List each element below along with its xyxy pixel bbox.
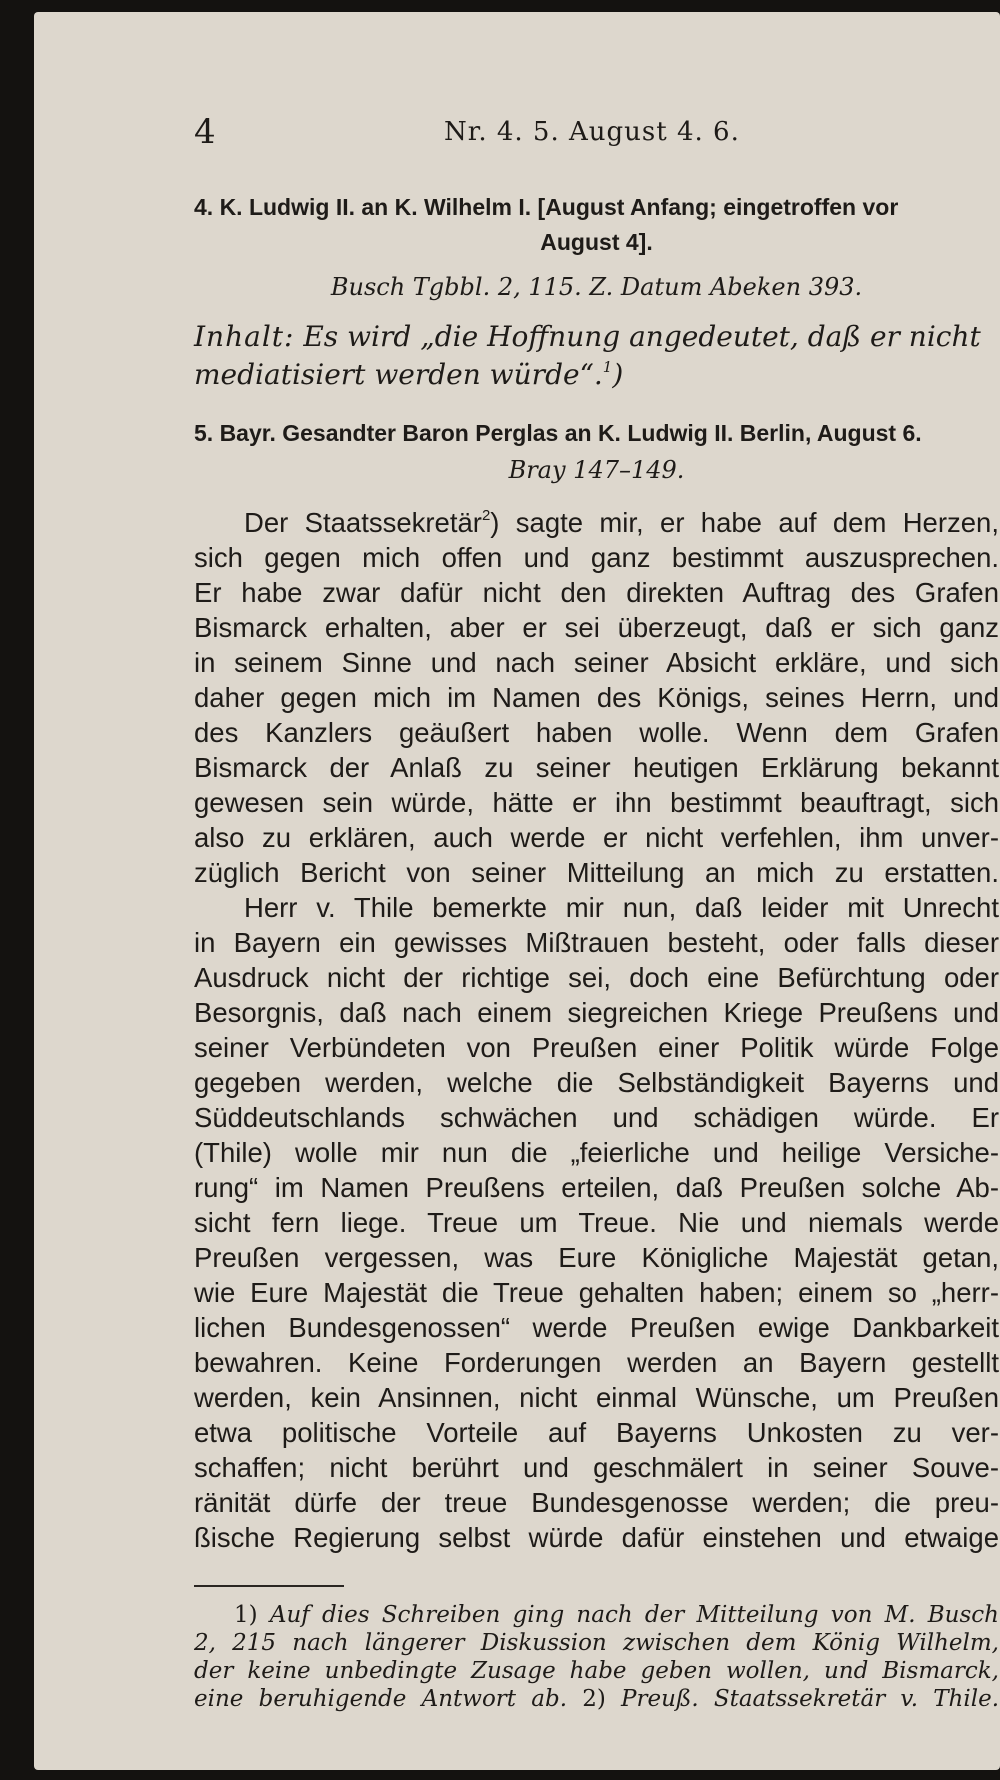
footnote-2-marker: 2) xyxy=(582,1686,606,1712)
page-number: 4 xyxy=(194,112,216,152)
body-line: werden, kein Ansinnen, nicht einmal Wünsche, um Preußen xyxy=(194,1382,999,1413)
summary-line1: Es wird „die Hoffnung angedeutet, daß er nicht xyxy=(294,320,981,353)
body-line: ränität dürfe der treue Bundesgenosse werden; die preu- xyxy=(194,1487,999,1518)
footnote-1-text4: eine beruhigende Antwort ab. xyxy=(194,1686,568,1712)
footnote-1-marker: 1) xyxy=(234,1602,258,1628)
summary-label: Inhalt: xyxy=(194,320,295,353)
footnote-1-line1 xyxy=(194,1601,999,1629)
paragraph-2 xyxy=(194,890,999,1555)
body-line: Bismarck der Anlaß zu seiner heutigen Erklärung bekannt xyxy=(194,752,999,783)
book-page xyxy=(34,12,1000,1770)
body-line: wie Eure Majestät die Treue gehalten haben; einem so „herr- xyxy=(194,1277,999,1308)
body-line: daher gegen mich im Namen des Königs, seines Herrn, und xyxy=(194,682,999,713)
body-first-line-a: Der Staatssekretär xyxy=(244,507,482,538)
footnote-ref-1: 1 xyxy=(602,358,613,376)
body-line: lichen Bundesgenossen“ werde Preußen ewige Dankbarkeit xyxy=(194,1312,999,1343)
body-first-line-b: ) sagte mir, er habe auf dem Herzen, xyxy=(490,507,999,538)
body-first-line xyxy=(194,505,999,540)
footnote-ref-2: 2 xyxy=(481,507,491,524)
page-header xyxy=(194,110,999,162)
entry-4-title-line1: 4. K. Ludwig II. an K. Wilhelm I. [August Anfang; eingetroffen vor xyxy=(194,194,899,220)
entry-4-source: Busch Tgbbl. 2, 115. Z. Datum Abeken 393. xyxy=(330,273,863,301)
footnote-1-line3: der keine unbedingte Zusage habe geben wollen, und Bismarck, xyxy=(194,1658,999,1684)
footnote-1-line4 xyxy=(194,1685,999,1713)
entry-5-source: Bray 147–149. xyxy=(508,456,685,484)
footnote-1-text1: Auf dies Schreiben ging nach der Mitteilung von M. Busch xyxy=(257,1602,999,1628)
body-line: gewesen sein würde, hätte er ihn bestimmt beauftragt, sich xyxy=(194,787,999,818)
body-line: Herr v. Thile bemerkte mir nun, daß leider mit Unrecht xyxy=(244,892,999,923)
body-line: ßische Regierung selbst würde dafür einstehen und etwaige xyxy=(194,1522,999,1553)
footnotes xyxy=(194,1601,999,1713)
summary-close: ) xyxy=(612,358,624,391)
body-line: Ausdruck nicht der richtige sei, doch eine Befürchtung oder xyxy=(194,962,999,993)
body-line: schaffen; nicht berührt und geschmälert in seiner Souve- xyxy=(194,1452,999,1483)
entry-5-body xyxy=(194,505,999,1555)
entry-5-title xyxy=(194,416,999,451)
body-line: (Thile) wolle mir nun die „feierliche und heilige Versiche- xyxy=(194,1137,999,1168)
body-line: rung“ im Namen Preußens erteilen, daß Preußen solche Ab- xyxy=(194,1172,999,1203)
footnote-rule xyxy=(194,1585,344,1587)
entry-4-summary xyxy=(194,318,999,394)
entry-4-title xyxy=(194,190,999,260)
body-line: züglich Bericht von seiner Mitteilung an mich zu erstatten. xyxy=(194,857,999,888)
body-line: Preußen vergessen, was Eure Königliche Majestät getan, xyxy=(194,1242,999,1273)
body-line: also zu erklären, auch werde er nicht verfehlen, ihm unver- xyxy=(194,822,999,853)
body-line: Süddeutschlands schwächen und schädigen würde. Er xyxy=(194,1102,999,1133)
entry-4-title-line2: August 4]. xyxy=(540,229,653,255)
body-line: Er habe zwar dafür nicht den direkten Auftrag des Grafen xyxy=(194,577,999,608)
footnote-1-line2: 2, 215 nach längerer Diskussion zwischen dem König Wilhelm, xyxy=(194,1630,999,1656)
summary-line2: mediatisiert werden würde“. xyxy=(194,358,603,391)
body-line: gegeben werden, welche die Selbständigkeit Bayerns und xyxy=(194,1067,999,1098)
body-line: sich gegen mich offen und ganz bestimmt auszusprechen. xyxy=(194,542,999,573)
page-content xyxy=(194,110,999,1713)
body-line: in Bayern ein gewisses Mißtrauen besteht, oder falls dieser xyxy=(194,927,999,958)
footnote-2-text: Preuß. Staatssekretär v. Thile. xyxy=(605,1686,999,1712)
entry-5-title-line1: 5. Bayr. Gesandter Baron Perglas an K. Ludwig II. Berlin, August 6. xyxy=(194,420,922,446)
body-line: Besorgnis, daß nach einem siegreichen Kriege Preußens und xyxy=(194,997,999,1028)
body-line: in seinem Sinne und nach seiner Absicht erkläre, und sich xyxy=(194,647,999,678)
body-line: bewahren. Keine Forderungen werden an Bayern gestellt xyxy=(194,1347,999,1378)
body-line: etwa politische Vorteile auf Bayerns Unkosten zu ver- xyxy=(194,1417,999,1448)
running-head: Nr. 4. 5. August 4. 6. xyxy=(444,117,740,147)
paragraph-1 xyxy=(194,540,999,890)
body-line: des Kanzlers geäußert haben wolle. Wenn dem Grafen xyxy=(194,717,999,748)
body-line: Bismarck erhalten, aber er sei überzeugt, daß er sich ganz xyxy=(194,612,999,643)
body-line: sicht fern liege. Treue um Treue. Nie und niemals werde xyxy=(194,1207,999,1238)
body-line: seiner Verbündeten von Preußen einer Politik würde Folge xyxy=(194,1032,999,1063)
